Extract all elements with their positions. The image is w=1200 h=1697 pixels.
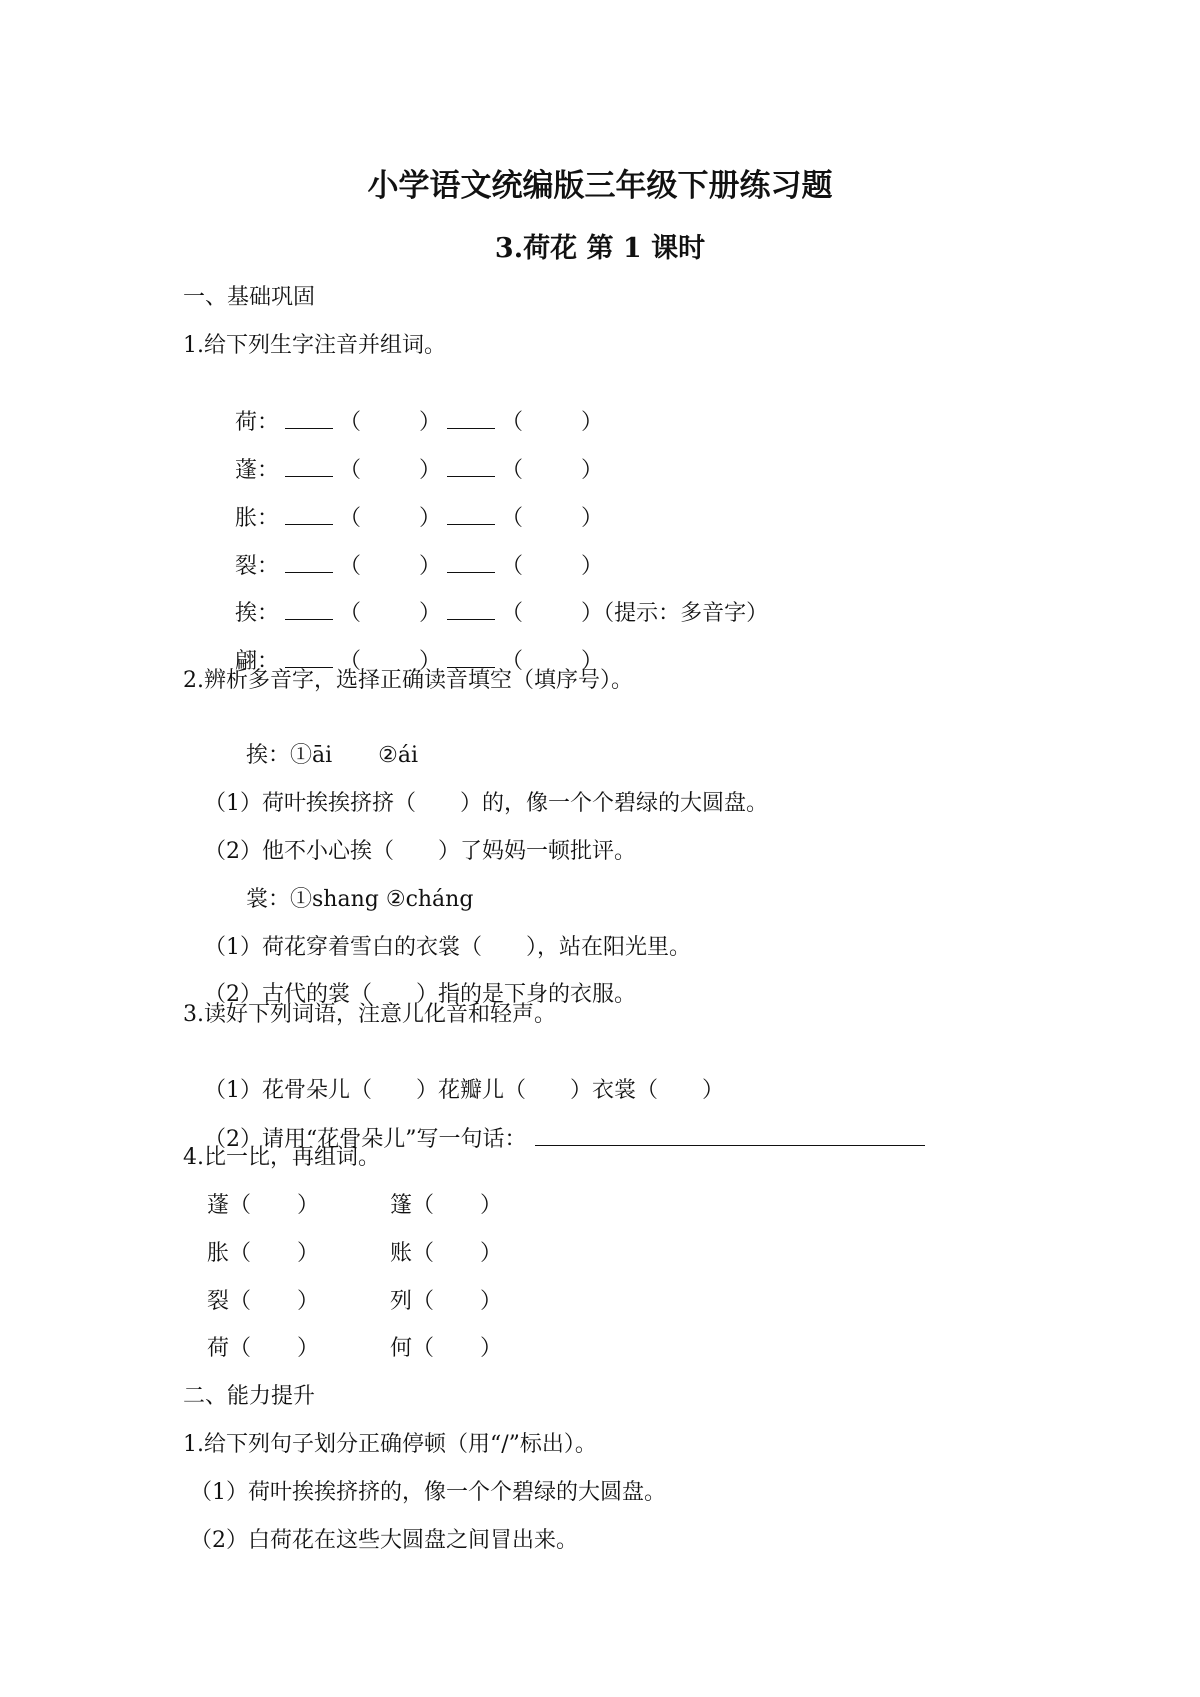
page-title: 小学语文统编版三年级下册练习题 (367, 168, 833, 204)
q4-row: 篷（ ） (390, 1193, 503, 1218)
pinyin-blank[interactable] (285, 647, 333, 668)
q2-options-ai: 挨：①āi ②ái (246, 743, 419, 768)
pinyin-blank[interactable] (285, 552, 333, 573)
part2-question-1-prompt: 1.给下列句子划分正确停顿（用“/”标出）。 (183, 1432, 597, 1457)
question-1-prompt: 1.给下列生字注音并组词。 (183, 333, 446, 358)
q4-row: 裂（ ） (207, 1289, 320, 1314)
q3-sentence-task: （2）请用“花骨朵儿”写一句话： (190, 1097, 925, 1154)
q1-char: 翩： (234, 649, 279, 674)
pinyin-blank[interactable] (447, 647, 495, 668)
q3-words: （1）花骨朵儿（ ）花瓣儿（ ）衣裳（ ） (204, 1078, 725, 1103)
question-3-prompt: 3.读好下列词语，注意儿化音和轻声。 (183, 1002, 556, 1027)
section-heading-basics: 一、基础巩固 (183, 285, 316, 310)
q1-char: 荷： (234, 410, 279, 435)
q4-row: 账（ ） (390, 1241, 503, 1266)
pinyin-blank[interactable] (447, 552, 495, 573)
q1-row: 裂： （ ） （ ） (234, 554, 604, 579)
q4-row: 胀（ ） (207, 1241, 320, 1266)
section-heading-improvement: 二、能力提升 (183, 1384, 316, 1409)
q4-row: 列（ ） (390, 1289, 503, 1314)
part2-sentence: （1）荷叶挨挨挤挤的，像一个个碧绿的大圆盘。 (190, 1480, 666, 1505)
sentence-answer-line[interactable] (535, 1125, 925, 1146)
pinyin-blank[interactable] (447, 504, 495, 525)
q1-char: 挨： (234, 601, 279, 626)
q2-sentence: （2）古代的裳（ ）指的是下身的衣服。 (204, 982, 637, 1007)
q1-char: 裂： (234, 554, 279, 579)
q1-row: 蓬： （ ） （ ） (234, 458, 604, 483)
q1-row: 荷： （ ） （ ） (234, 410, 604, 435)
q1-row: 挨： （ ） （ ）（提示：多音字） (234, 601, 769, 626)
pinyin-blank[interactable] (447, 408, 495, 429)
pinyin-blank[interactable] (447, 456, 495, 477)
part2-sentence: （2）白荷花在这些大圆盘之间冒出来。 (190, 1528, 578, 1553)
q4-row: 荷（ ） (207, 1336, 320, 1361)
pinyin-blank[interactable] (285, 408, 333, 429)
q2-options-chang: 裳：①shang ②cháng (246, 887, 474, 912)
q1-hint: （提示：多音字） (603, 601, 769, 626)
question-2-prompt: 2.辨析多音字，选择正确读音填空（填序号）。 (183, 668, 633, 693)
q4-row: 蓬（ ） (207, 1193, 320, 1218)
q1-char: 胀： (234, 506, 279, 531)
q1-row: 胀： （ ） （ ） (234, 506, 604, 531)
pinyin-blank[interactable] (285, 599, 333, 620)
q2-sentence: （2）他不小心挨（ ）了妈妈一顿批评。 (204, 839, 637, 864)
question-4-prompt: 4.比一比，再组词。 (183, 1145, 380, 1170)
lesson-subtitle: 3.荷花 第 1 课时 (494, 233, 706, 264)
q2-sentence: （1）荷花穿着雪白的衣裳（ ），站在阳光里。 (204, 935, 692, 960)
q1-char: 蓬： (234, 458, 279, 483)
q4-row: 何（ ） (390, 1336, 503, 1361)
pinyin-blank[interactable] (285, 456, 333, 477)
q1-row: 翩： （ ） （ ） (234, 649, 604, 674)
pinyin-blank[interactable] (285, 504, 333, 525)
q2-sentence: （1）荷叶挨挨挤挤（ ）的，像一个个碧绿的大圆盘。 (204, 791, 769, 816)
pinyin-blank[interactable] (447, 599, 495, 620)
